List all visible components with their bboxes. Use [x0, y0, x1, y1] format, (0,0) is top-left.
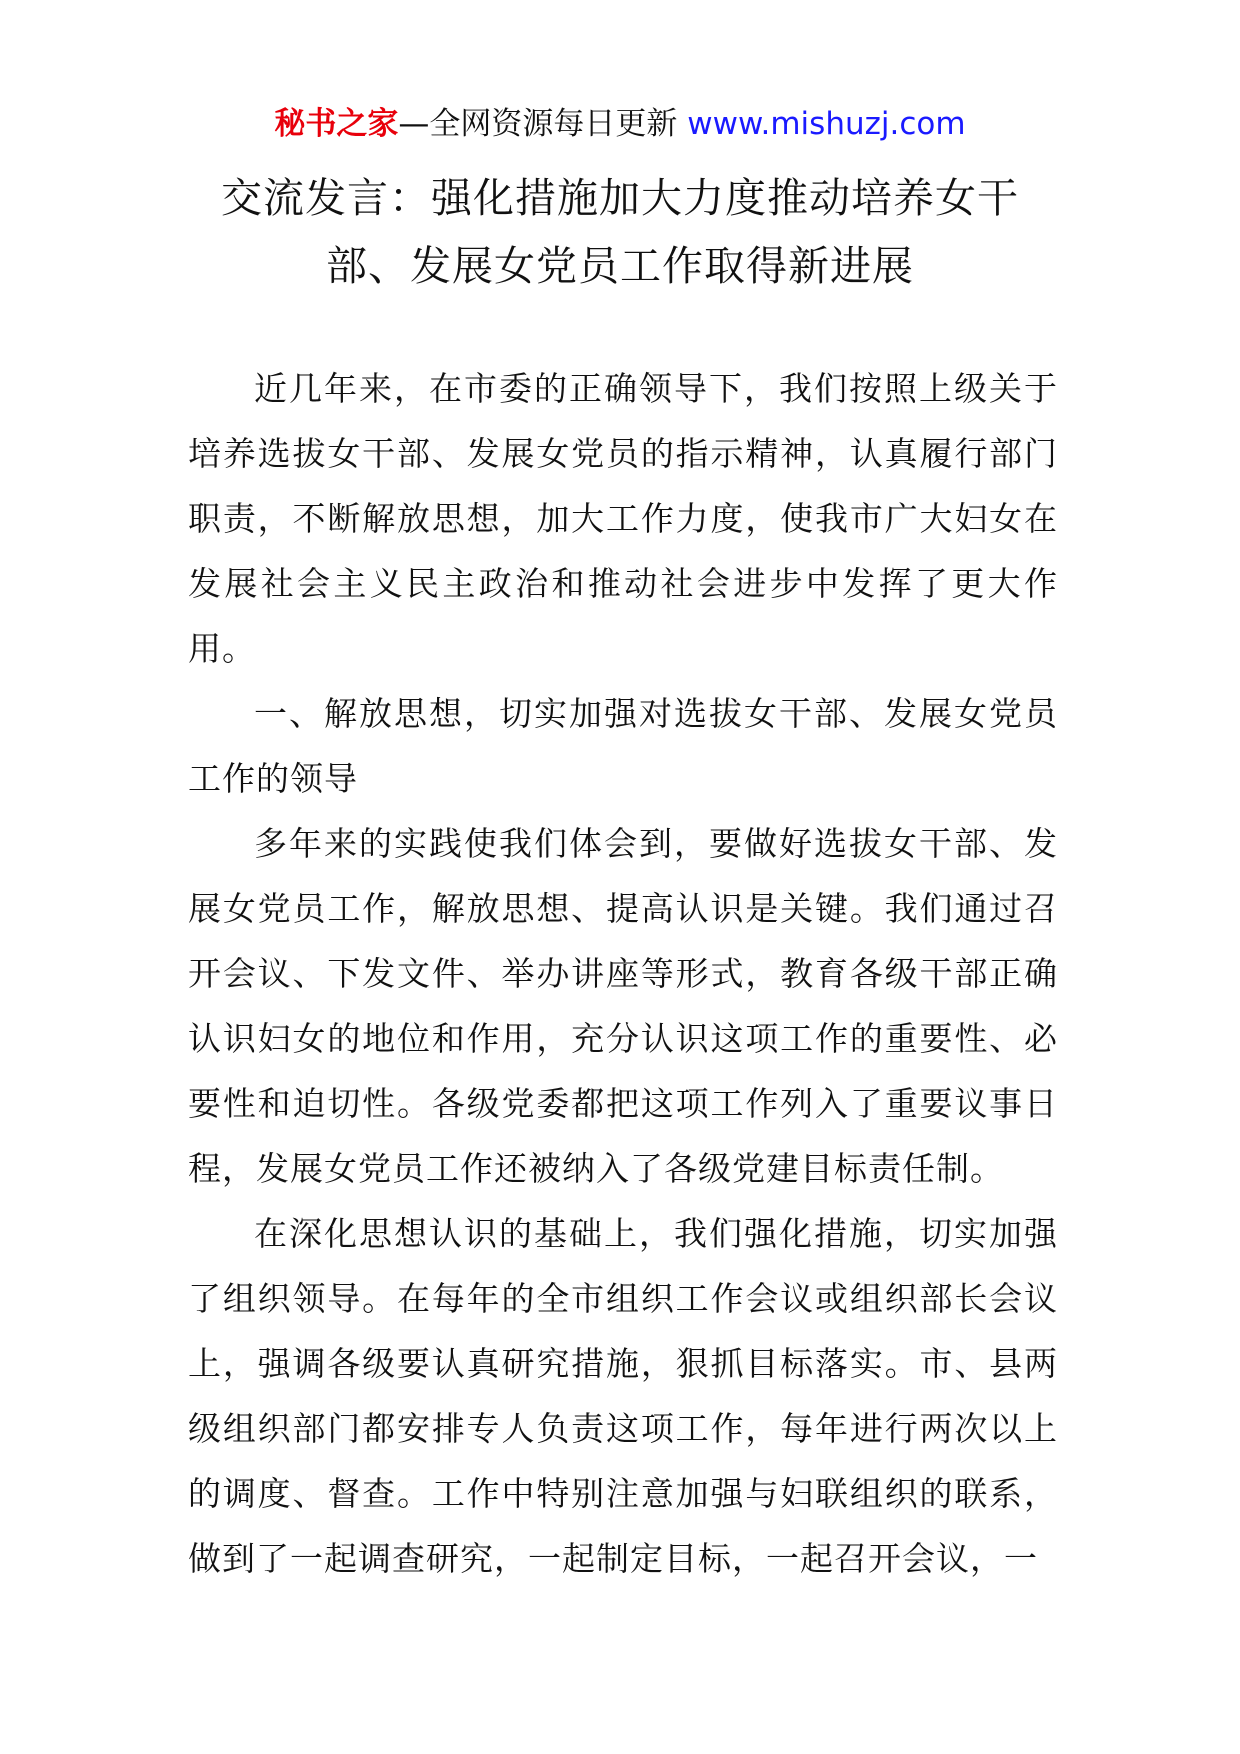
title-line-2: 部、发展女党员工作取得新进展: [326, 242, 914, 290]
site-header: [0, 104, 1240, 144]
site-tagline: —全网资源每日更新: [398, 106, 688, 142]
paragraph: 在深化思想认识的基础上，我们强化措施，切实加强了组织领导。在每年的全市组织工作会议或组织部长会议上，强调各级要认真研究措施，狠抓目标落实。市、县两级组织部门都安排专人负责这项工作，每年进行两次以上的调度、督查。工作中特别注意加强与妇联组织的联系，做到了一起调查研究，一起制定目标，一起召开会议，一: [188, 1214, 1058, 1578]
document-title: [0, 164, 1240, 300]
title-line-1: 交流发言：强化措施加大力度推动培养女干: [221, 174, 1019, 222]
document-body: [188, 356, 1058, 1591]
section-heading-1: 一、解放思想，切实加强对选拔女干部、发展女党员工作的领导: [188, 694, 1058, 798]
paragraph: 多年来的实践使我们体会到，要做好选拔女干部、发展女党员工作，解放思想、提高认识是关键。我们通过召开会议、下发文件、举办讲座等形式，教育各级干部正确认识妇女的地位和作用，充分认识这项工作的重要性、必要性和迫切性。各级党委都把这项工作列入了重要议事日程，发展女党员工作还被纳入了各级党建目标责任制。: [188, 824, 1058, 1188]
site-brand: 秘书之家: [274, 106, 399, 142]
site-url[interactable]: www.mishuzj.com: [687, 106, 966, 142]
paragraph-intro: 近几年来，在市委的正确领导下，我们按照上级关于培养选拔女干部、发展女党员的指示精神，认真履行部门职责，不断解放思想，加大工作力度，使我市广大妇女在发展社会主义民主政治和推动社会进步中发挥了更大作用。: [188, 369, 1058, 668]
